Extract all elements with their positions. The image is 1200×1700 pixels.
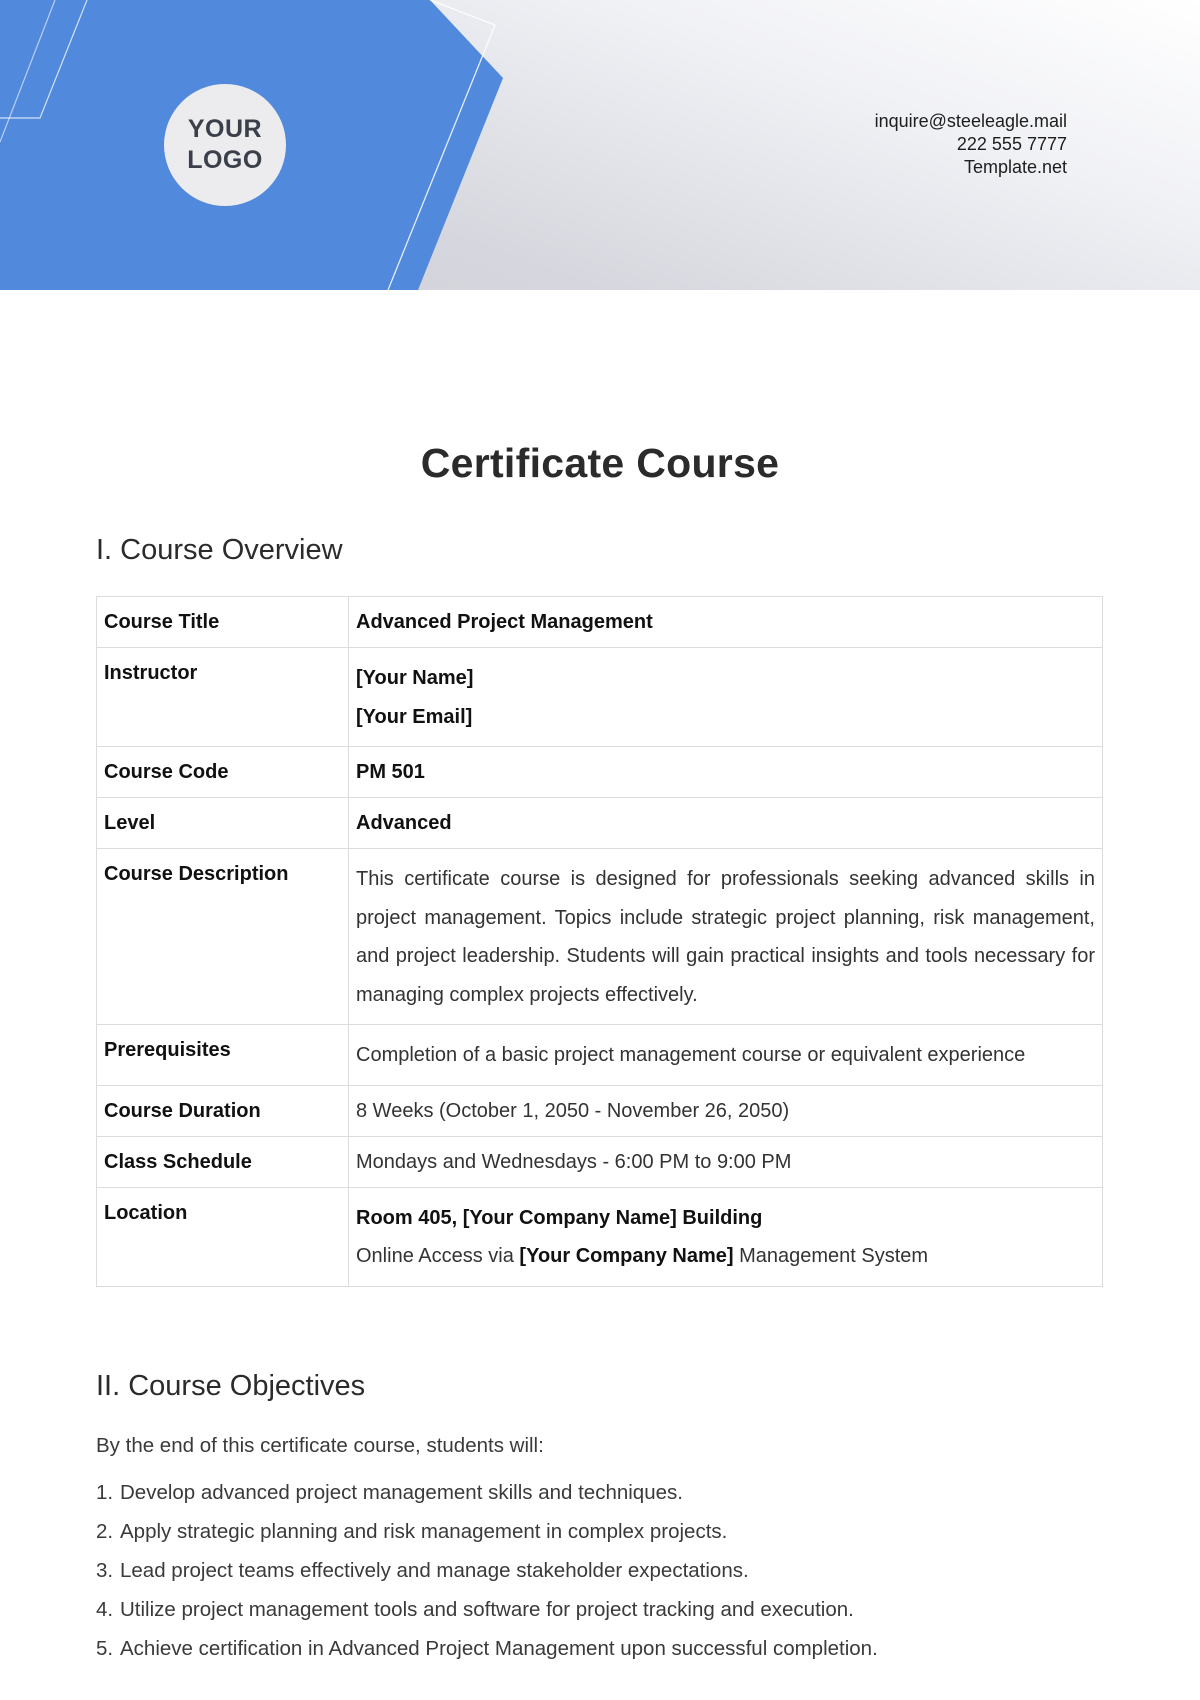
list-item-number: 5.	[96, 1637, 114, 1660]
value-level: Advanced	[349, 798, 1103, 849]
list-item-text: Utilize project management tools and software for project tracking and execution.	[120, 1598, 854, 1621]
table-row-location	[97, 1187, 1103, 1286]
table-row-duration	[97, 1085, 1103, 1136]
table-row-schedule	[97, 1136, 1103, 1187]
logo-text-line-1: YOUR	[187, 115, 263, 143]
label-instructor: Instructor	[97, 648, 349, 747]
table-row-description	[97, 849, 1103, 1025]
value-instructor	[349, 648, 1103, 747]
list-item-number: 4.	[96, 1598, 114, 1621]
contact-phone: 222 555 7777	[956, 134, 1067, 154]
table-row-course-code	[97, 747, 1103, 798]
location-online-suffix: Management System	[733, 1245, 929, 1267]
location-online	[356, 1237, 1095, 1276]
location-online-company: [Your Company Name]	[519, 1245, 734, 1267]
value-course-title: Advanced Project Management	[349, 597, 1103, 648]
table-row-level	[97, 798, 1103, 849]
header-banner	[0, 0, 1200, 290]
table-row-instructor	[97, 648, 1103, 747]
objectives-list	[96, 1473, 878, 1668]
location-room: Room 405, [Your Company Name] Building	[356, 1206, 763, 1229]
value-course-description: This certificate course is designed for professionals seeking advanced skills in project management. Topics include strategic project planning, risk management, and project leadership. Students will gain practical insights and tools necessary for managing complex projects effectively.	[349, 849, 1103, 1025]
list-item	[96, 1590, 878, 1629]
label-course-title: Course Title	[97, 597, 349, 648]
objectives-intro: By the end of this certificate course, students will:	[96, 1434, 544, 1457]
contact-website: Template.net	[963, 157, 1067, 177]
label-course-duration: Course Duration	[97, 1085, 349, 1136]
instructor-email: [Your Email]	[356, 705, 473, 728]
list-item-number: 2.	[96, 1520, 114, 1543]
label-prerequisites: Prerequisites	[97, 1025, 349, 1086]
list-item	[96, 1629, 878, 1668]
logo-placeholder	[164, 84, 286, 206]
value-class-schedule: Mondays and Wednesdays - 6:00 PM to 9:00 PM	[349, 1136, 1103, 1187]
list-item-text: Lead project teams effectively and manage stakeholder expectations.	[120, 1559, 749, 1582]
label-course-code: Course Code	[97, 747, 349, 798]
table-row-course-title	[97, 597, 1103, 648]
label-level: Level	[97, 798, 349, 849]
list-item	[96, 1551, 878, 1590]
list-item-text: Achieve certification in Advanced Project Management upon successful completion.	[120, 1637, 878, 1660]
document-title: Certificate Course	[420, 440, 780, 486]
contact-email: inquire@steeleagle.mail	[874, 111, 1067, 131]
section-heading-overview: I. Course Overview	[96, 534, 343, 566]
list-item	[96, 1473, 878, 1512]
value-location	[349, 1187, 1103, 1286]
value-prerequisites: Completion of a basic project management course or equivalent experience	[349, 1025, 1103, 1086]
course-overview-table	[96, 596, 1103, 1287]
instructor-name: [Your Name]	[356, 667, 474, 689]
table-row-prerequisites	[97, 1025, 1103, 1086]
list-item-text: Apply strategic planning and risk management in complex projects.	[120, 1520, 728, 1543]
list-item-number: 1.	[96, 1481, 114, 1504]
location-online-prefix: Online Access via	[356, 1245, 520, 1267]
value-course-duration: 8 Weeks (October 1, 2050 - November 26, 2050)	[349, 1085, 1103, 1136]
contact-block	[875, 110, 1067, 179]
list-item	[96, 1512, 878, 1551]
label-class-schedule: Class Schedule	[97, 1136, 349, 1187]
section-heading-objectives: II. Course Objectives	[96, 1370, 366, 1402]
list-item-text: Develop advanced project management skills and techniques.	[120, 1481, 683, 1504]
label-course-description: Course Description	[97, 849, 349, 1025]
value-course-code: PM 501	[349, 747, 1103, 798]
label-location: Location	[97, 1187, 349, 1286]
logo-text-line-2: LOGO	[187, 146, 263, 174]
list-item-number: 3.	[96, 1559, 114, 1582]
